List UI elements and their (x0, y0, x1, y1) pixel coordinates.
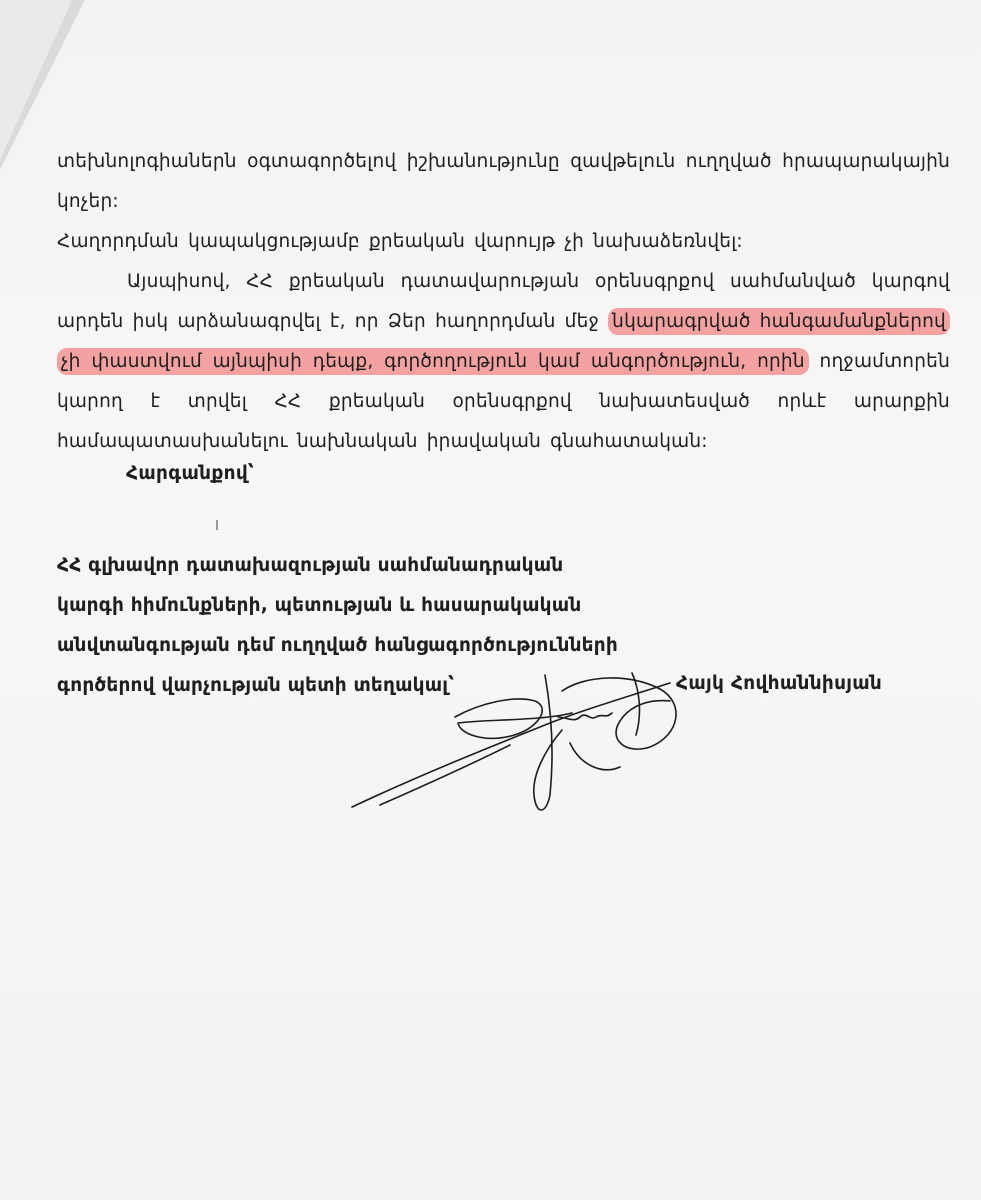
stray-pen-mark (216, 520, 218, 530)
highlighted-passage: նկարագրված հանգամանքներով չի փաստվում այնպիսի դեպք, գործողություն կամ անգործություն, որին (57, 308, 950, 375)
paragraph-2-end: ողջամտորեն կարող է տրվել ՀՀ քրեական օրենսգրքով նախատեսված որևէ արարքին համապատասխանելու նախնական իրավական գնահատական: (57, 351, 950, 452)
body-paragraph-2 (57, 262, 950, 462)
title-line-1: ՀՀ գլխավոր դատախազության սահմանադրական (57, 555, 564, 576)
body-line-2: Հաղորդման կապակցությամբ քրեական վարույթ չի նախաձեռնվել: (57, 231, 743, 252)
body-line-1: տեխնոլոգիաներն օգտագործելով իշխանությունը զավթելուն ուղղված հրապարակային կոչեր: (57, 151, 950, 212)
title-line-4: գործերով վարչության պետի տեղակալ՝ (57, 675, 455, 696)
paragraph-2-start: Այսպիսով, ՀՀ քրեական դատավարության օրենսգրքով սահմանված կարգով արդեն իսկ արձանագրվել է, որ Ձեր հաղորդման մեջ (57, 271, 950, 332)
page-corner-fold (0, 0, 72, 160)
title-line-2: կարգի հիմունքների, պետության և հասարակական (57, 595, 582, 616)
handwritten-signature (340, 655, 700, 825)
closing-salutation: Հարգանքով՝ (126, 463, 255, 484)
letter-body (57, 142, 950, 462)
title-line-3: անվտանգության դեմ ուղղված հանցագործությունների (57, 635, 618, 656)
signer-name: Հայկ Հովհաննիսյան (676, 673, 883, 694)
